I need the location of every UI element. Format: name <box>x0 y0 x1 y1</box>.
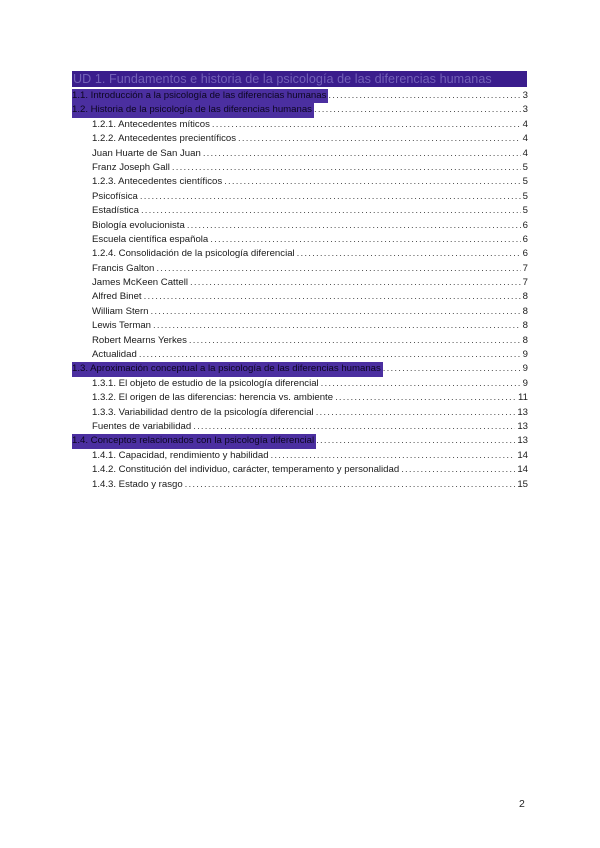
toc-entry-page: 9 <box>522 349 528 361</box>
toc-entry[interactable] <box>72 305 528 319</box>
toc-entry-title: 1.4.3. Estado y rasgo <box>92 478 183 490</box>
toc-dot-leader <box>297 247 521 261</box>
toc-dot-leader <box>190 276 521 290</box>
toc-entry-page: 6 <box>522 233 528 245</box>
toc-entry[interactable] <box>72 175 528 189</box>
toc-dot-leader <box>185 478 516 492</box>
toc-entry-title: 1.4.1. Capacidad, rendimiento y habilidad <box>92 449 269 461</box>
toc-dot-leader <box>328 89 520 103</box>
toc-entry-page: 3 <box>522 90 528 101</box>
toc-entry-title: Biología evolucionista <box>92 219 185 231</box>
toc-entry-page: 9 <box>522 377 528 389</box>
toc-entry-title: 1.2.4. Consolidación de la psicología diferencial <box>92 248 295 260</box>
toc-dot-leader <box>238 132 521 146</box>
toc-entry-title: 1.3.2. El origen de las diferencias: herencia vs. ambiente <box>92 392 334 404</box>
toc-dot-leader <box>189 334 521 348</box>
toc-entry[interactable] <box>72 118 528 132</box>
toc-entry-title: Robert Mearns Yerkes <box>92 334 187 346</box>
toc-entry-title: 1.2.1. Antecedentes míticos <box>92 118 210 130</box>
toc-dot-leader <box>153 319 521 333</box>
toc-entry-title: Juan Huarte de San Juan <box>92 147 201 159</box>
toc-entry[interactable] <box>72 478 528 492</box>
toc-dot-leader <box>144 290 521 304</box>
toc-entry-title: 1.3.3. Variabilidad dentro de la psicología diferencial <box>92 406 314 418</box>
toc-dot-leader <box>321 377 521 391</box>
toc-dot-leader <box>151 305 521 319</box>
toc-entry[interactable] <box>72 290 528 304</box>
toc-entry-page: 15 <box>517 478 528 490</box>
toc-dot-leader <box>210 233 520 247</box>
toc-entry-title: Fuentes de variabilidad <box>92 420 192 432</box>
toc-entry[interactable] <box>72 463 528 477</box>
toc-entry-page: 8 <box>522 320 528 332</box>
toc-entry-page: 3 <box>522 104 528 116</box>
toc-entry[interactable] <box>72 132 528 146</box>
toc-entry[interactable] <box>72 190 528 204</box>
toc-dot-leader <box>212 118 521 132</box>
toc-entry[interactable] <box>72 406 528 420</box>
toc-dot-leader <box>203 147 521 161</box>
toc-entry-title: Franz Joseph Gall <box>92 161 170 173</box>
toc-entry-title: 1.4.2. Constitución del individuo, carácter, temperamento y personalidad <box>92 464 400 476</box>
toc-entry-title: Estadística <box>92 205 139 217</box>
toc-entry-title: 1.4. Conceptos relacionados con la psicología diferencial <box>72 434 316 448</box>
toc-entry[interactable] <box>72 219 528 233</box>
toc-entry[interactable] <box>72 319 528 333</box>
toc-entry[interactable] <box>72 262 528 276</box>
toc-entry-title: 1.3.1. El objeto de estudio de la psicología diferencial <box>92 377 319 389</box>
toc-entry-title: 1.1. Introducción a la psicología de las diferencias humanas <box>72 89 328 103</box>
toc-entry[interactable] <box>72 391 528 405</box>
toc-entry-title: 1.2. Historia de la psicología de las diferencias humanas <box>72 103 314 117</box>
toc-entry-page: 4 <box>522 118 528 130</box>
toc-entry[interactable] <box>72 247 528 261</box>
toc-entry[interactable] <box>72 434 528 448</box>
toc-entry-page: 11 <box>518 392 528 404</box>
toc-entry[interactable] <box>72 89 528 103</box>
toc-entry-title: 1.2.3. Antecedentes científicos <box>92 176 223 188</box>
toc-entry[interactable] <box>72 449 528 463</box>
toc-dot-leader <box>314 103 521 117</box>
toc-dot-leader <box>316 434 515 448</box>
toc-entry-page: 13 <box>517 435 528 447</box>
toc-entry-title: Actualidad <box>92 349 137 361</box>
toc-entry-page: 4 <box>522 133 528 145</box>
toc-entry-title: 1.3. Aproximación conceptual a la psicología de las diferencias humanas <box>72 362 383 376</box>
table-of-contents <box>72 89 528 492</box>
toc-entry-title: 1.2.2. Antecedentes precientíficos <box>92 133 236 145</box>
toc-dot-leader <box>193 420 515 434</box>
toc-entry-page: 9 <box>522 363 528 375</box>
toc-entry-page: 14 <box>517 464 528 476</box>
toc-entry-title: James McKeen Cattell <box>92 277 188 289</box>
toc-entry-page: 4 <box>522 147 528 159</box>
toc-entry[interactable] <box>72 147 528 161</box>
toc-entry-page: 8 <box>522 334 528 346</box>
toc-dot-leader <box>139 348 521 362</box>
toc-entry-title: Alfred Binet <box>92 291 142 303</box>
toc-entry-page: 7 <box>522 262 528 274</box>
toc-entry[interactable] <box>72 204 528 218</box>
toc-entry-title: Lewis Terman <box>92 320 152 332</box>
toc-entry[interactable] <box>72 348 528 362</box>
toc-dot-leader <box>172 161 521 175</box>
toc-dot-leader <box>140 190 521 204</box>
toc-dot-leader <box>187 219 521 233</box>
toc-entry-page: 8 <box>522 291 528 303</box>
toc-heading-highlight <box>72 71 527 87</box>
toc-dot-leader <box>156 262 520 276</box>
toc-entry-page: 6 <box>522 248 528 260</box>
toc-entry-page: 7 <box>522 277 528 289</box>
toc-dot-leader <box>383 362 521 376</box>
toc-entry[interactable] <box>72 377 528 391</box>
toc-entry[interactable] <box>72 276 528 290</box>
toc-dot-leader <box>335 391 516 405</box>
toc-entry[interactable] <box>72 103 528 117</box>
toc-entry-page: 5 <box>522 176 528 188</box>
toc-entry-page: 5 <box>522 190 528 202</box>
toc-dot-leader <box>271 449 516 463</box>
toc-entry[interactable] <box>72 334 528 348</box>
toc-entry[interactable] <box>72 161 528 175</box>
toc-dot-leader <box>141 204 521 218</box>
toc-entry-page: 8 <box>522 305 528 317</box>
toc-entry[interactable] <box>72 233 528 247</box>
toc-dot-leader <box>401 463 515 477</box>
toc-heading: UD 1. Fundamentos e historia de la psicología de las diferencias humanas <box>73 72 492 86</box>
toc-dot-leader <box>316 406 516 420</box>
toc-entry-title: Psicofísica <box>92 190 138 202</box>
toc-entry-title: William Stern <box>92 305 149 317</box>
toc-entry-page: 13 <box>517 420 528 432</box>
toc-entry-title: Francis Galton <box>92 262 155 274</box>
toc-dot-leader <box>224 175 521 189</box>
toc-entry[interactable] <box>72 420 528 434</box>
toc-entry[interactable] <box>72 362 528 376</box>
page-number: 2 <box>519 798 525 810</box>
toc-entry-page: 5 <box>522 161 528 173</box>
toc-entry-title: Escuela científica española <box>92 233 209 245</box>
toc-entry-page: 14 <box>517 449 528 461</box>
toc-entry-page: 13 <box>517 406 528 418</box>
toc-entry-page: 6 <box>522 219 528 231</box>
toc-entry-page: 5 <box>522 205 528 217</box>
